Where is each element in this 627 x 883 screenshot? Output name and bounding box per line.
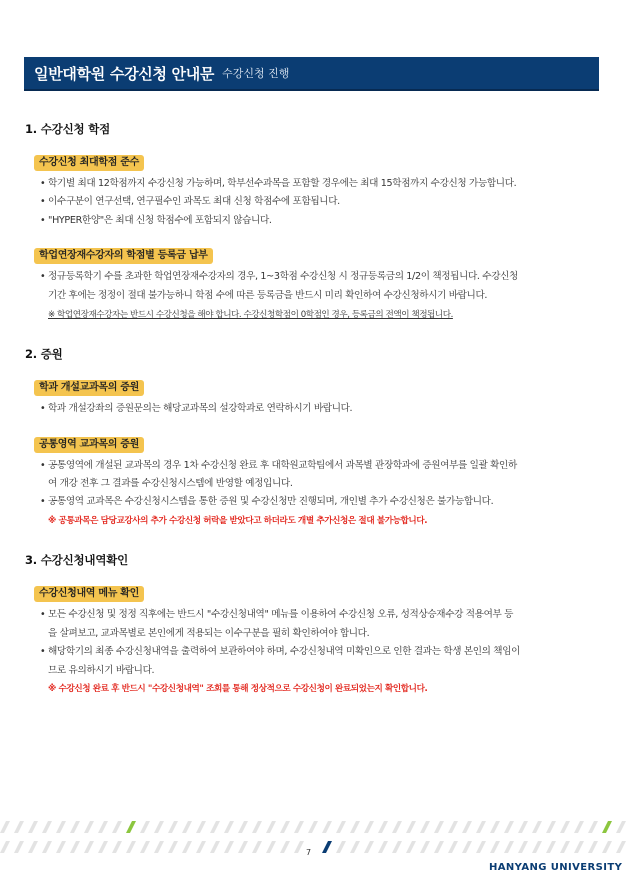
bullet: • [40,646,46,657]
footer-stripe [616,821,626,833]
footer-stripe [56,821,66,833]
page-number: 7 [306,848,312,857]
footer-stripe [448,821,458,833]
footer-stripe [140,841,150,853]
footer-stripe [476,821,486,833]
text-line: 이수구분이 연구선택, 연구필수인 과목도 최대 신청 학점수에 포함됩니다. [48,196,340,207]
footer-stripe [42,821,52,833]
text-line: 여 개강 전후 그 결과를 수강신청시스템에 반영할 예정입니다. [48,478,293,489]
tuition-note: ※ 학업연장재수강자는 반드시 수강신청을 해야 합니다. 수강신청학점이 0학점인 경우, 등록금의 전액이 책정됩니다. [48,310,453,320]
footer-stripe [98,841,108,853]
bullet: • [40,460,46,471]
text-line: 모든 수강신청 및 정정 직후에는 반드시 "수강신청내역" 메뉴를 이용하여 수강신청 오류, 성적상승재수강 적용여부 등 [48,609,514,620]
footer-stripe [84,821,94,833]
text-line: 므로 유의하시기 바랍니다. [48,665,155,676]
text-line: 해당학기의 최종 수강신청내역을 출력하여 보관하여야 하며, 수강신청내역 미확인으로 인한 결과는 학생 본인의 책임이 [48,646,521,657]
footer-stripe [574,821,584,833]
footer-stripe [210,821,220,833]
footer-stripe [294,841,304,853]
footer-stripe [238,821,248,833]
footer-stripe-decoration [0,817,627,883]
page-title: 일반대학원 수강신청 안내문 [34,64,215,83]
bullet: • [40,196,46,207]
bullet: • [40,178,46,189]
footer-stripe [0,841,10,853]
footer-stripe [560,841,570,853]
footer-stripe [28,821,38,833]
footer-stripe [126,841,136,853]
footer-stripe [14,841,24,853]
footer-stripe [322,821,332,833]
footer-stripe [112,841,122,853]
university-logo-text: HANYANG UNIVERSITY [489,862,623,873]
section-title-enrollment-increase: 2. 증원 [25,347,63,361]
tag-common-course-increase: 공통영역 교과목의 증원 [34,437,144,453]
footer-stripe [406,821,416,833]
footer-stripe [350,841,360,853]
footer-stripe [238,841,248,853]
footer-stripe [518,821,528,833]
footer-stripe [308,821,318,833]
footer-stripe [224,841,234,853]
footer-stripe [126,821,136,833]
footer-stripe [224,821,234,833]
footer-stripe [490,821,500,833]
text-line: "HYPER한양"은 최대 신청 학점수에 포함되지 않습니다. [48,215,272,226]
footer-stripe [210,841,220,853]
footer-stripe [364,821,374,833]
footer-stripe [196,841,206,853]
footer-stripe [252,841,262,853]
footer-stripe [196,821,206,833]
footer-stripe [378,841,388,853]
footer-stripe [588,841,598,853]
section-title-credits: 1. 수강신청 학점 [25,122,111,136]
footer-stripe [616,841,626,853]
footer-stripe [602,821,612,833]
bullet: • [40,215,46,226]
bullet: • [40,271,46,282]
footer-stripe [112,821,122,833]
footer-stripe [98,821,108,833]
footer-stripe [56,841,66,853]
footer-stripe [588,821,598,833]
footer-stripe [392,841,402,853]
footer-stripe [182,841,192,853]
footer-stripe [560,821,570,833]
footer-stripe [546,821,556,833]
footer-stripe [392,821,402,833]
footer-stripe [518,841,528,853]
text-line: 학과 개설강좌의 증원문의는 해당교과목의 설강학과로 연락하시기 바랍니다. [48,403,353,414]
footer-stripe [280,821,290,833]
bullet: • [40,609,46,620]
footer-stripe [140,821,150,833]
footer-stripe [70,841,80,853]
page-subtitle: 수강신청 진행 [222,67,290,80]
footer-stripe [266,821,276,833]
footer-stripe [280,841,290,853]
tag-dept-course-increase: 학과 개설교과목의 증원 [34,380,144,396]
footer-stripe [574,841,584,853]
footer-stripe [154,821,164,833]
footer-stripe [182,821,192,833]
footer-stripe [336,841,346,853]
footer-stripe [504,821,514,833]
footer-stripe [602,841,612,853]
footer-stripe [434,821,444,833]
footer-stripe [378,821,388,833]
text-line: 공통영역 교과목은 수강신청시스템을 통한 증원 및 수강신청만 진행되며, 개인별 추가 수강신청은 불가능합니다. [48,496,494,507]
registration-warning: ※ 수강신청 완료 후 반드시 "수강신청내역" 조회를 통해 정상적으로 수강신청이 완료되었는지 확인합니다. [48,684,428,694]
footer-stripe [84,841,94,853]
footer-stripe [448,841,458,853]
footer-stripe [532,841,542,853]
tag-extended-study-tuition: 학업연장재수강자의 학점별 등록금 납부 [34,248,213,264]
footer-stripe [336,821,346,833]
footer-stripe [490,841,500,853]
footer-stripe [322,841,332,853]
text-line: 을 살펴보고, 교과목별로 본인에게 적용되는 이수구분을 필히 확인하여야 합니다. [48,628,370,639]
header-banner [24,57,599,91]
footer-stripe [42,841,52,853]
section-title-registration-check: 3. 수강신청내역확인 [25,553,129,567]
tag-max-credits: 수강신청 최대학점 준수 [34,155,144,171]
footer-stripe [70,821,80,833]
footer-stripe [364,841,374,853]
text-line: 정규등록학기 수를 초과한 학업연장재수강자의 경우, 1~3학점 수강신청 시 정규등록금의 1/2이 책정됩니다. 수강신청 [48,271,518,282]
footer-stripe [252,821,262,833]
footer-stripe [0,821,10,833]
bullet: • [40,403,46,414]
footer-stripe [406,841,416,853]
footer-stripe [504,841,514,853]
text-line: 공통영역에 개설된 교과목의 경우 1차 수강신청 완료 후 대학원교학팀에서 과목별 관장학과에 증원여부를 일괄 확인하 [48,460,517,471]
footer-stripe [532,821,542,833]
footer-stripe [476,841,486,853]
text-line: 기간 후에는 정정이 절대 불가능하니 학점 수에 따른 등록금을 반드시 미리 확인하여 수강신청하시기 바랍니다. [48,290,488,301]
text-line: 학기별 최대 12학점까지 수강신청 가능하며, 학부선수과목을 포함할 경우에는 최대 15학점까지 수강신청 가능합니다. [48,178,517,189]
footer-stripe [462,821,472,833]
footer-stripe [546,841,556,853]
footer-stripe [154,841,164,853]
footer-stripe [168,841,178,853]
footer-stripe [350,821,360,833]
footer-stripe [266,841,276,853]
bullet: • [40,496,46,507]
footer-stripe [462,841,472,853]
tag-registration-menu-check: 수강신청내역 메뉴 확인 [34,586,144,602]
footer-stripe [420,841,430,853]
footer-stripe [434,841,444,853]
footer-stripe [14,821,24,833]
footer-stripe [168,821,178,833]
footer-stripe [420,821,430,833]
footer-stripe [28,841,38,853]
common-course-warning: ※ 공통과목은 담당교강사의 추가 수강신청 허락을 받았다고 하더라도 개별 추가신청은 절대 불가능합니다. [48,516,428,526]
footer-stripe [294,821,304,833]
